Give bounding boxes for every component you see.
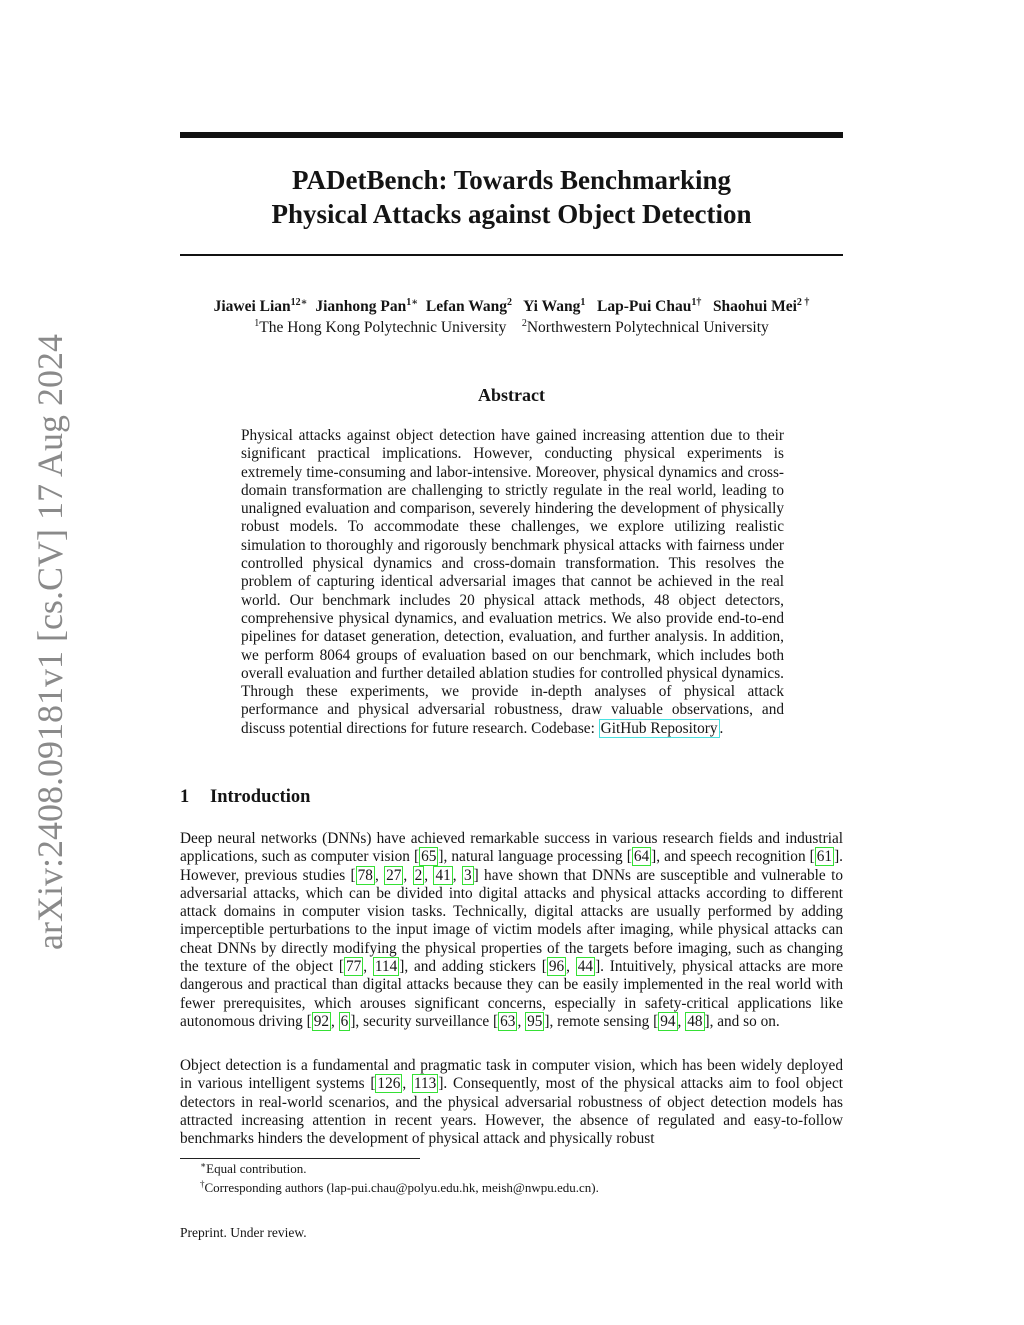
paragraph-text: ], and speech recognition [	[651, 848, 815, 866]
paragraph-text: ,	[566, 958, 576, 976]
footnote-corresponding-authors	[200, 1180, 599, 1196]
paragraph-text: ,	[331, 1012, 339, 1030]
author-mark: 1∗	[406, 297, 419, 308]
abstract-end: .	[719, 719, 724, 737]
citation-link[interactable]: 48	[687, 1012, 703, 1030]
paragraph-text: ], and so on.	[704, 1012, 780, 1030]
author-mark: 12∗	[290, 297, 308, 308]
citation-link[interactable]: 3	[463, 866, 472, 884]
author: Jiawei Lian	[213, 298, 291, 315]
paragraph-text: ,	[403, 866, 413, 884]
abstract-heading: Abstract	[478, 385, 545, 405]
paragraph-text: ,	[374, 866, 385, 884]
author-list	[140, 298, 883, 316]
author: Lap-Pui Chau	[596, 298, 692, 315]
citation-link[interactable]: 126	[377, 1075, 401, 1093]
citation-link[interactable]: 114	[374, 958, 398, 976]
citation-link[interactable]: 2	[414, 866, 423, 884]
introduction-paragraph-1	[180, 830, 843, 1031]
citation-link[interactable]: 64	[633, 848, 650, 866]
author-mark: 2 †	[796, 297, 810, 308]
footnote-rule	[180, 1158, 420, 1159]
author-mark: 1†	[691, 297, 702, 308]
citation-link[interactable]: 92	[313, 1012, 330, 1030]
paragraph-text: ,	[517, 1012, 526, 1030]
paper-title-line-1: PADetBench: Towards Benchmarking	[291, 165, 732, 195]
footnote-mark: †	[200, 1179, 205, 1189]
citation-link[interactable]: 94	[660, 1012, 676, 1030]
citation-link[interactable]: 44	[577, 958, 594, 976]
citation-link[interactable]: 41	[435, 866, 451, 884]
citation-link[interactable]: 6	[340, 1012, 349, 1030]
author-mark: 2	[507, 297, 512, 308]
paragraph-text: ,	[677, 1012, 686, 1030]
citation-link[interactable]: 113	[413, 1075, 437, 1093]
author: Shaohui Mei	[712, 298, 797, 315]
footnote-equal-contribution	[200, 1161, 307, 1177]
preprint-notice: Preprint. Under review.	[180, 1225, 307, 1240]
citation-link[interactable]: 78	[357, 866, 373, 884]
introduction-paragraph-2	[180, 1057, 843, 1148]
paragraph-text: Object detection is a fundamental and pragmatic task in computer vision, which has been widely deployed in various intelligent systems [	[180, 1057, 843, 1093]
abstract-text: Physical attacks against object detection have gained increasing attention due to their significant practical implications. However, conducting physical experiments is extremely time-consuming and labor-intensive. Moreover, physical dynamics and cross-domain transformation are challenging to strictly regulate in the real world, leading to unaligned evaluation and comparison, severely hindering the development of physically robust models. To accommodate these challenges, we explore utilizing realistic simulation to thoroughly and rigorously benchmark physical attacks with fairness under controlled physical dynamics and cross-domain transformation. This resolves the problem of capturing identical adversarial images that cannot be achieved in the real world. Our benchmark includes 20 physical attack methods, 48 object detectors, comprehensive physical dynamics, and evaluation metrics. We also provide end-to-end pipelines for dataset generation, detection, evaluation, and further analysis. In addition, we perform 8064 groups of evaluation based on our benchmark, which includes both overall evaluation and further detailed ablation studies for controlled physical dynamics. Through these experiments, we provide in-depth analyses of physical attack performance and physical adversarial robustness, draw valuable observations, and discuss potential directions for future research. Codebase:	[241, 427, 784, 737]
paragraph-text: Deep neural networks (DNNs) have achieved remarkable success in various research fields and industrial applications, such as computer vision [	[180, 830, 843, 866]
section-number: 1	[180, 787, 190, 807]
affiliation-mark: 2	[521, 318, 527, 329]
github-repository-link[interactable]: GitHub Repository	[600, 719, 718, 737]
title-top-rule	[180, 132, 843, 138]
paragraph-text: ], remote sensing [	[544, 1012, 659, 1030]
paragraph-text: ,	[424, 866, 434, 884]
paragraph-text: ]. However, previous studies [	[180, 848, 843, 884]
affiliation-list	[140, 319, 883, 337]
paragraph-text: ]. Consequently, most of the physical attacks aim to fool object detectors in real-world scenarios, and the physical adversarial robustness of object detection models has attracted increasing attention in recent years. However, the absence of regulated and easy-to-follow benchmarks hinders the development of physical attack and physically robust	[180, 1075, 843, 1148]
section-heading-introduction	[180, 787, 310, 808]
paragraph-text: ] have shown that DNNs are susceptible and vulnerable to adversarial attacks, which can be divided into digital attacks and physical attacks according to different attack domains in computer vision tasks. Technically, digital attacks are usually performed by adding imperceptible perturbations to the input image of victim models after imaging, while physical attacks can cheat DNNs by directly modifying the physical properties of the targets before imaging, such as changing the texture of the object [	[180, 866, 843, 976]
footnote-mark: ∗	[200, 1160, 207, 1170]
paragraph-text: ,	[452, 866, 462, 884]
author-mark: 1	[580, 297, 586, 308]
author: Lefan Wang	[425, 298, 507, 315]
author: Yi Wang	[523, 298, 581, 315]
title-bottom-rule	[180, 254, 843, 256]
citation-link[interactable]: 77	[345, 958, 362, 976]
paragraph-text: ,	[402, 1075, 412, 1093]
paragraph-text: ,	[363, 958, 373, 976]
paragraph-text: ], security surveillance [	[350, 1012, 499, 1030]
citation-link[interactable]: 96	[548, 958, 565, 976]
affiliation: Northwestern Polytechnical University	[526, 319, 769, 336]
citation-link[interactable]: 27	[386, 866, 402, 884]
footnote-text: Equal contribution.	[206, 1161, 307, 1176]
citation-link[interactable]: 61	[816, 848, 833, 866]
paragraph-text: ], natural language processing [	[438, 848, 632, 866]
citation-link[interactable]: 95	[527, 1012, 543, 1030]
paragraph-text: ]. Intuitively, physical attacks are more dangerous and practical than digital attacks because they can be easily implemented in the real world with fewer prerequisites, which arouses significant concerns, especially in safety-critical applications like autonomous driving [	[180, 958, 843, 1030]
affiliation-mark: 1	[254, 318, 260, 329]
affiliation: The Hong Kong Polytechnic University	[259, 319, 507, 336]
citation-link[interactable]: 63	[500, 1012, 516, 1030]
paper-title-line-2: Physical Attacks against Object Detection	[271, 199, 752, 229]
author: Jianhong Pan	[315, 298, 407, 315]
arxiv-identifier: arXiv:2408.09181v1 [cs.CV] 17 Aug 2024	[30, 334, 70, 950]
paragraph-text: ], and adding stickers [	[399, 958, 547, 976]
abstract-body	[241, 427, 784, 738]
section-title: Introduction	[210, 787, 311, 807]
citation-link[interactable]: 65	[421, 848, 437, 866]
footnote-text: Corresponding authors (lap-pui.chau@polyu.edu.hk, meish@nwpu.edu.cn).	[204, 1180, 599, 1195]
